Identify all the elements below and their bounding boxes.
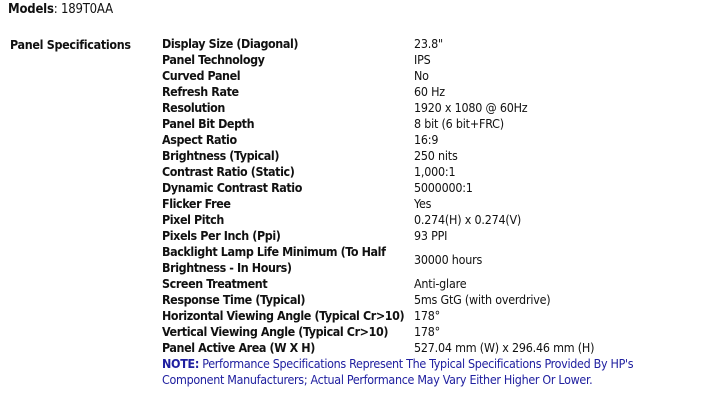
spec-label: Vertical Viewing Angle (Typical Cr>10)	[162, 324, 389, 339]
spec-label: Contrast Ratio (Static)	[162, 164, 295, 179]
spec-row	[162, 324, 692, 340]
spec-label: Dynamic Contrast Ratio	[162, 180, 302, 195]
spec-value: 60 Hz	[414, 84, 445, 99]
spec-value: 178°	[414, 324, 441, 339]
spec-row	[162, 132, 692, 148]
spec-value: 93 PPI	[414, 228, 448, 243]
models-label: Models	[8, 2, 54, 17]
spec-label: Response Time (Typical)	[162, 292, 306, 307]
spec-row	[162, 100, 692, 116]
spec-label: Curved Panel	[162, 68, 241, 83]
spec-label: Refresh Rate	[162, 84, 239, 99]
spec-value: 5ms GtG (with overdrive)	[414, 292, 551, 307]
spec-label: Screen Treatment	[162, 276, 268, 291]
spec-row	[162, 228, 692, 244]
note	[162, 356, 692, 388]
spec-label: Pixels Per Inch (Ppi)	[162, 228, 281, 243]
spec-row	[162, 164, 692, 180]
spec-row	[162, 148, 692, 164]
spec-value: 178°	[414, 308, 441, 323]
spec-row	[162, 308, 692, 324]
spec-label: Horizontal Viewing Angle (Typical Cr>10)	[162, 308, 405, 323]
spec-value: 23.8"	[414, 36, 443, 51]
spec-value: 0.274(H) x 0.274(V)	[414, 212, 522, 227]
spec-value: Anti-glare	[414, 276, 467, 291]
spec-row	[162, 276, 692, 292]
spec-row	[162, 340, 692, 356]
spec-row	[162, 52, 692, 68]
spec-row	[162, 212, 692, 228]
spec-value: IPS	[414, 52, 431, 67]
spec-value: Yes	[414, 196, 432, 211]
spec-row	[162, 244, 692, 276]
spec-value: 16:9	[414, 132, 439, 147]
spec-row	[162, 84, 692, 100]
spec-row	[162, 180, 692, 196]
spec-value: 5000000:1	[414, 180, 473, 195]
spec-label: Backlight Lamp Life Minimum (To Half Brightness - In Hours)	[162, 244, 386, 275]
spec-label: Panel Active Area (W X H)	[162, 340, 315, 355]
note-label: NOTE:	[162, 356, 199, 371]
spec-value: 1,000:1	[414, 164, 456, 179]
note-text: Performance Specifications Represent The Typical Specifications Provided By HP's Component Manufacturers; Actual Performance May Vary Either Higher Or Lower.	[162, 356, 634, 387]
spec-table	[162, 36, 692, 388]
spec-label: Flicker Free	[162, 196, 231, 211]
spec-label: Panel Bit Depth	[162, 116, 255, 131]
spec-label: Brightness (Typical)	[162, 148, 280, 163]
models-line	[8, 2, 113, 17]
spec-label: Display Size (Diagonal)	[162, 36, 299, 51]
spec-value: 30000 hours	[414, 252, 483, 267]
spec-row	[162, 36, 692, 52]
spec-row	[162, 68, 692, 84]
spec-row	[162, 292, 692, 308]
spec-label: Pixel Pitch	[162, 212, 224, 227]
spec-value: 250 nits	[414, 148, 458, 163]
spec-row	[162, 116, 692, 132]
spec-value: 8 bit (6 bit+FRC)	[414, 116, 504, 131]
spec-value: 527.04 mm (W) x 296.46 mm (H)	[414, 340, 595, 355]
models-value: : 189T0AA	[53, 2, 113, 17]
spec-label: Panel Technology	[162, 52, 265, 67]
spec-value: 1920 x 1080 @ 60Hz	[414, 100, 528, 115]
spec-value: No	[414, 68, 429, 83]
section-title: Panel Specifications	[10, 37, 131, 52]
spec-label: Resolution	[162, 100, 225, 115]
spec-label: Aspect Ratio	[162, 132, 237, 147]
spec-row	[162, 196, 692, 212]
